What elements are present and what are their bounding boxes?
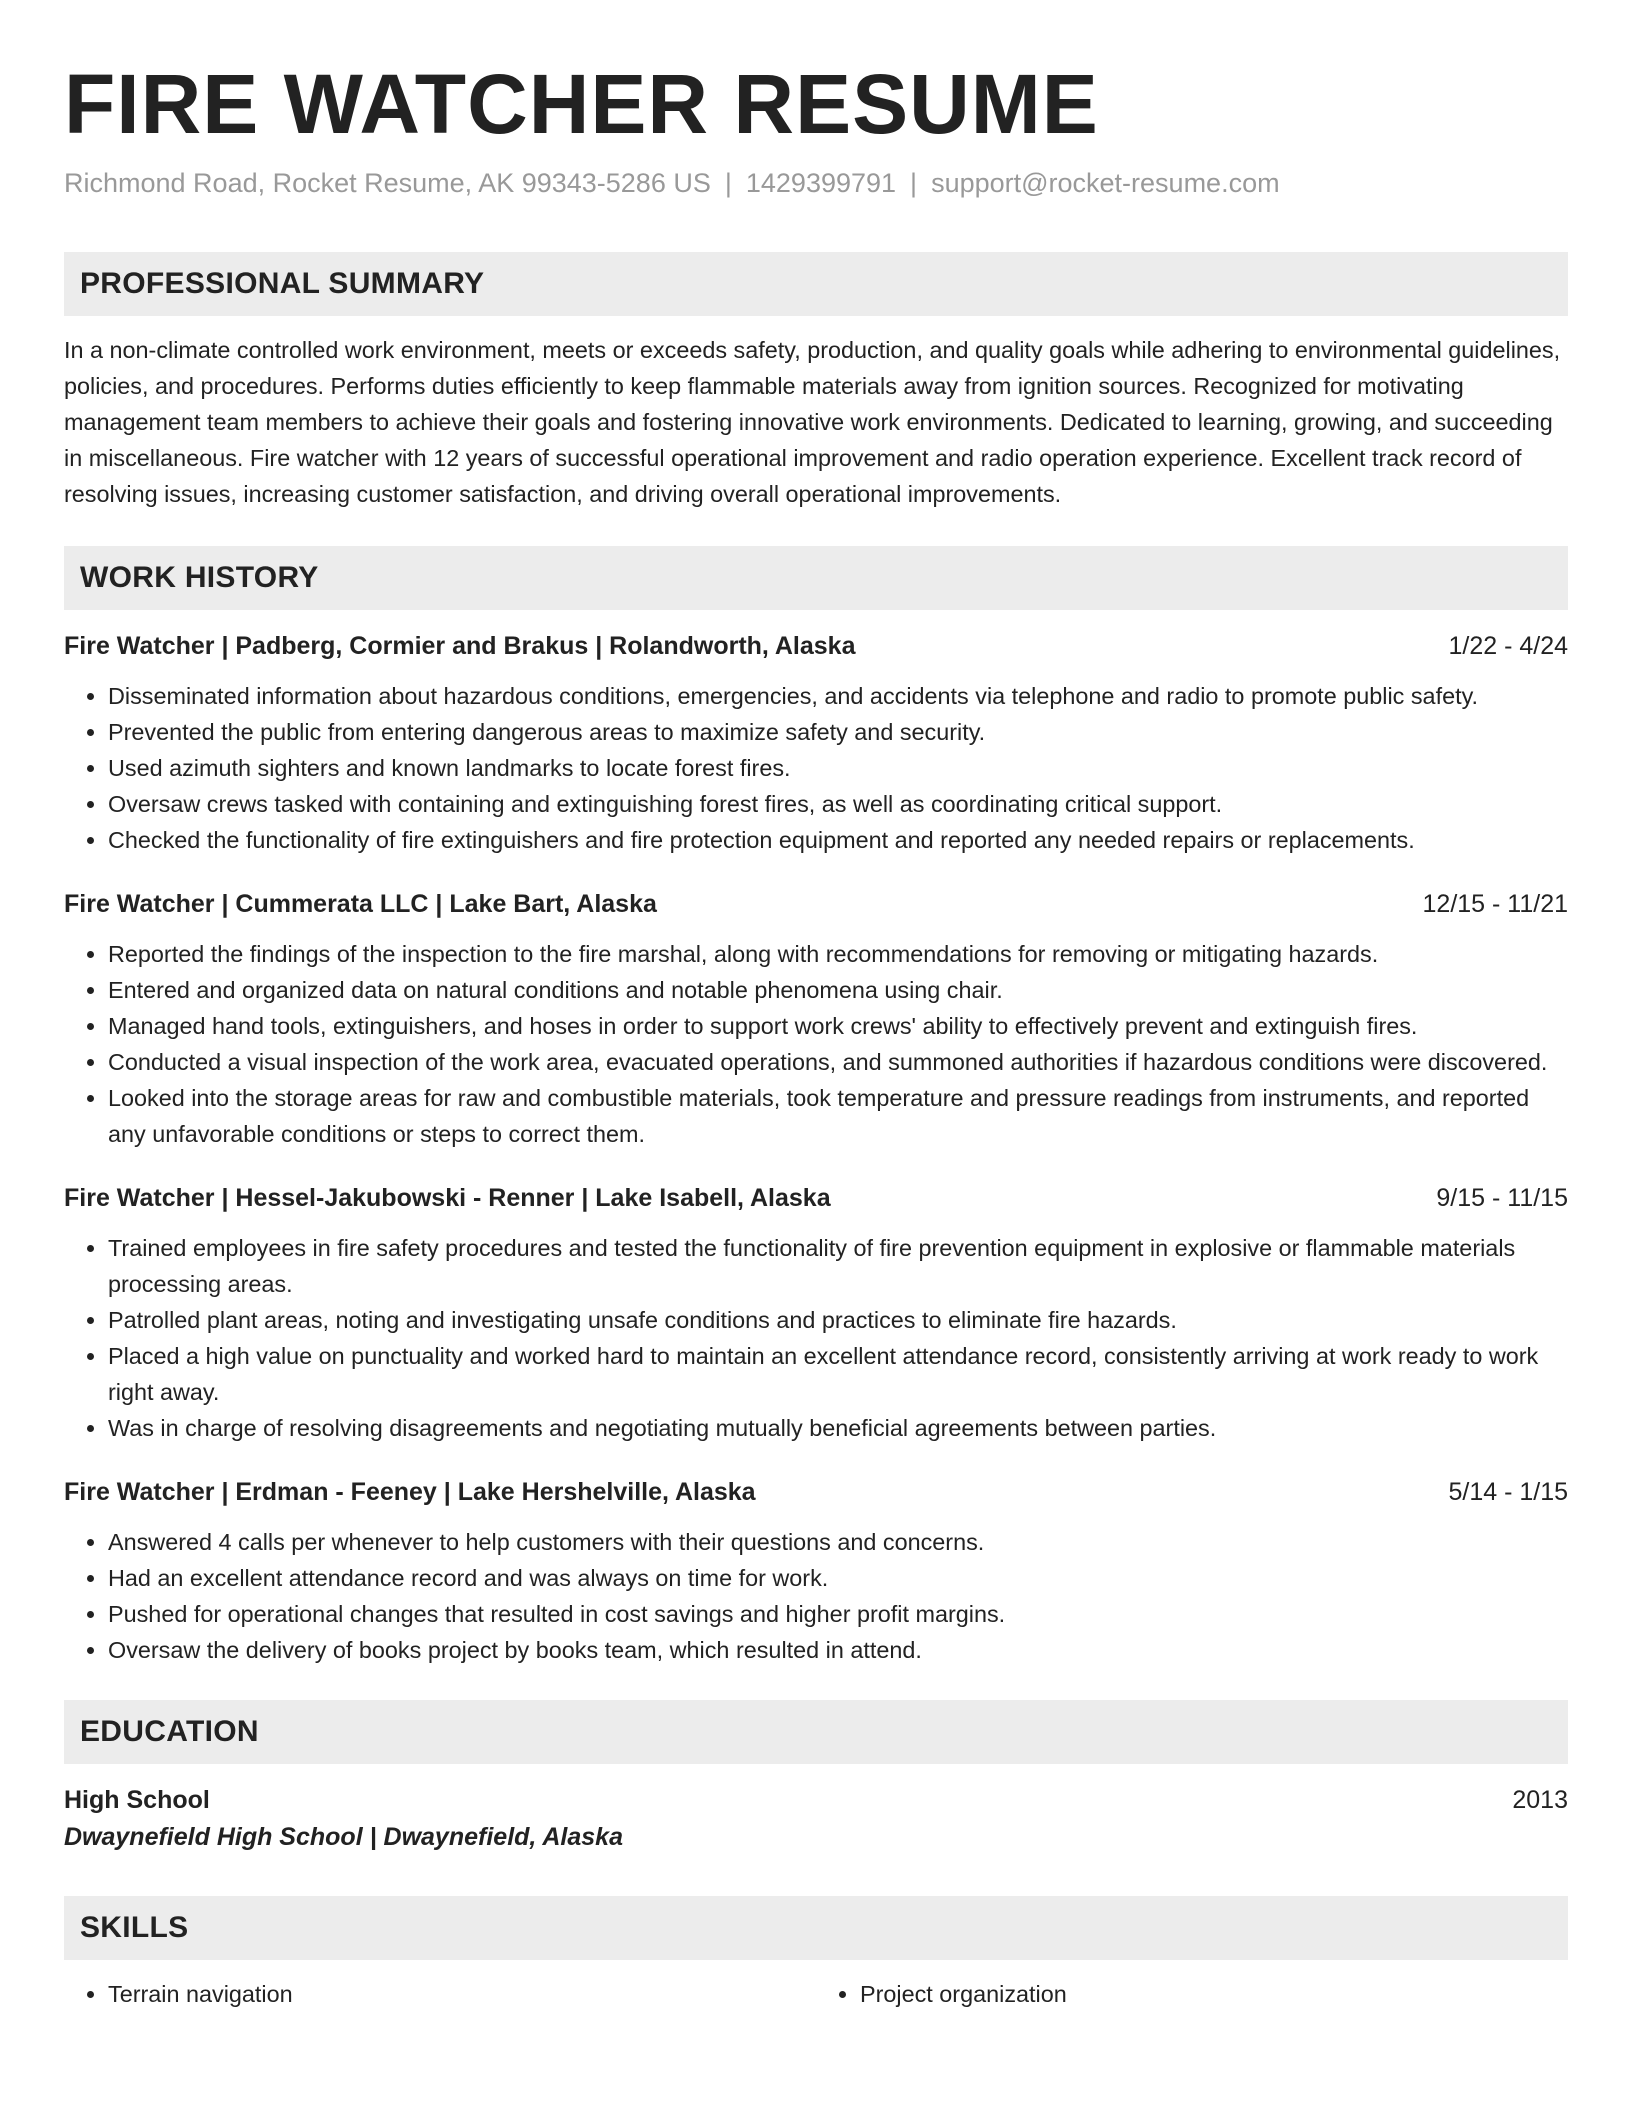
job-bullets bbox=[64, 1230, 1568, 1446]
job-bullet: • Oversaw the delivery of books project by books team, which resulted in attend. bbox=[108, 1632, 1568, 1668]
job-bullet: • Disseminated information about hazardous conditions, emergencies, and accidents via telephone and radio to promote public safety. bbox=[108, 678, 1568, 714]
job-title: Fire Watcher | Padberg, Cormier and Brakus | Rolandworth, Alaska bbox=[64, 632, 856, 660]
job-bullet: • Patrolled plant areas, noting and investigating unsafe conditions and practices to eliminate fire hazards. bbox=[108, 1302, 1568, 1338]
contact-separator: | bbox=[724, 168, 732, 198]
job-entry bbox=[64, 628, 1568, 858]
job-bullet: • Managed hand tools, extinguishers, and hoses in order to support work crews' ability to effectively prevent and extinguish fires. bbox=[108, 1008, 1568, 1044]
job-dates: 9/15 - 11/15 bbox=[1436, 1184, 1568, 1212]
education-degree: High School bbox=[64, 1786, 210, 1814]
job-bullet: • Checked the functionality of fire extinguishers and fire protection equipment and reported any needed repairs or replacements. bbox=[108, 822, 1568, 858]
job-dates: 1/22 - 4/24 bbox=[1448, 632, 1568, 660]
job-bullets bbox=[64, 1524, 1568, 1668]
job-header bbox=[64, 628, 1568, 664]
job-entry bbox=[64, 886, 1568, 1152]
job-bullet: • Entered and organized data on natural conditions and notable phenomena using chair. bbox=[108, 972, 1568, 1008]
job-title: Fire Watcher | Hessel-Jakubowski - Renner | Lake Isabell, Alaska bbox=[64, 1184, 831, 1212]
section-heading-work-history: WORK HISTORY bbox=[64, 546, 1568, 610]
resume-title: FIRE WATCHER RESUME bbox=[64, 57, 1099, 151]
summary-text: In a non-climate controlled work environment, meets or exceeds safety, production, and quality goals while adhering to environmental guidelines, policies, and procedures. Performs duties efficiently to keep flammable materials away from ignition sources. Recognized for motivating management team members to achieve their goals and fostering innovative work environments. Dedicated to learning, growing, and succeeding in miscellaneous. Fire watcher with 12 years of successful operational improvement and radio operation experience. Excellent track record of resolving issues, increasing customer satisfaction, and driving overall operational improvements. bbox=[64, 337, 1561, 507]
job-bullet: • Oversaw crews tasked with containing and extinguishing forest fires, as well as coordinating critical support. bbox=[108, 786, 1568, 822]
job-bullet: • Conducted a visual inspection of the work area, evacuated operations, and summoned authorities if hazardous conditions were discovered. bbox=[108, 1044, 1568, 1080]
job-bullet: • Looked into the storage areas for raw and combustible materials, took temperature and pressure readings from instruments, and reported any unfavorable conditions or steps to correct them. bbox=[108, 1080, 1568, 1152]
education-year: 2013 bbox=[1512, 1786, 1568, 1814]
job-title: Fire Watcher | Erdman - Feeney | Lake Hershelville, Alaska bbox=[64, 1478, 756, 1506]
education-school: Dwaynefield High School | Dwaynefield, Alaska bbox=[64, 1823, 623, 1851]
contact-phone: 1429399791 bbox=[745, 168, 897, 198]
skill-item: • Terrain navigation bbox=[108, 1976, 816, 2012]
job-header bbox=[64, 1180, 1568, 1216]
contact-separator: | bbox=[910, 168, 918, 198]
job-entry bbox=[64, 1180, 1568, 1446]
contact-email: support@rocket-resume.com bbox=[931, 168, 1280, 198]
job-entry bbox=[64, 1474, 1568, 1668]
job-title: Fire Watcher | Cummerata LLC | Lake Bart, Alaska bbox=[64, 890, 657, 918]
job-header bbox=[64, 886, 1568, 922]
job-bullet: • Pushed for operational changes that resulted in cost savings and higher profit margins. bbox=[108, 1596, 1568, 1632]
section-heading-education: EDUCATION bbox=[64, 1700, 1568, 1764]
skills-column-right bbox=[816, 1976, 1568, 2012]
job-bullet: • Answered 4 calls per whenever to help customers with their questions and concerns. bbox=[108, 1524, 1568, 1560]
job-bullet: • Reported the findings of the inspection to the fire marshal, along with recommendations for removing or mitigating hazards. bbox=[108, 936, 1568, 972]
contact-address: Richmond Road, Rocket Resume, AK 99343-5286 US bbox=[64, 168, 711, 198]
job-bullet: • Was in charge of resolving disagreements and negotiating mutually beneficial agreements between parties. bbox=[108, 1410, 1568, 1446]
job-bullet: • Placed a high value on punctuality and worked hard to maintain an excellent attendance record, consistently arriving at work ready to work right away. bbox=[108, 1338, 1568, 1410]
section-heading-skills: SKILLS bbox=[64, 1896, 1568, 1960]
section-heading-summary: PROFESSIONAL SUMMARY bbox=[64, 252, 1568, 316]
job-bullets bbox=[64, 936, 1568, 1152]
job-bullet: • Had an excellent attendance record and was always on time for work. bbox=[108, 1560, 1568, 1596]
job-header bbox=[64, 1474, 1568, 1510]
skills-column-left bbox=[64, 1976, 816, 2012]
job-bullets bbox=[64, 678, 1568, 858]
job-dates: 12/15 - 11/21 bbox=[1422, 890, 1568, 918]
job-dates: 5/14 - 1/15 bbox=[1448, 1478, 1568, 1506]
skills-list bbox=[64, 1976, 1568, 2012]
job-bullet: • Prevented the public from entering dangerous areas to maximize safety and security. bbox=[108, 714, 1568, 750]
skill-item: • Project organization bbox=[860, 1976, 1568, 2012]
contact-line bbox=[64, 166, 1568, 200]
job-bullet: • Trained employees in fire safety procedures and tested the functionality of fire prevention equipment in explosive or flammable materials processing areas. bbox=[108, 1230, 1568, 1302]
job-bullet: • Used azimuth sighters and known landmarks to locate forest fires. bbox=[108, 750, 1568, 786]
resume-page bbox=[64, 56, 1568, 2012]
education-header bbox=[64, 1782, 1568, 1818]
